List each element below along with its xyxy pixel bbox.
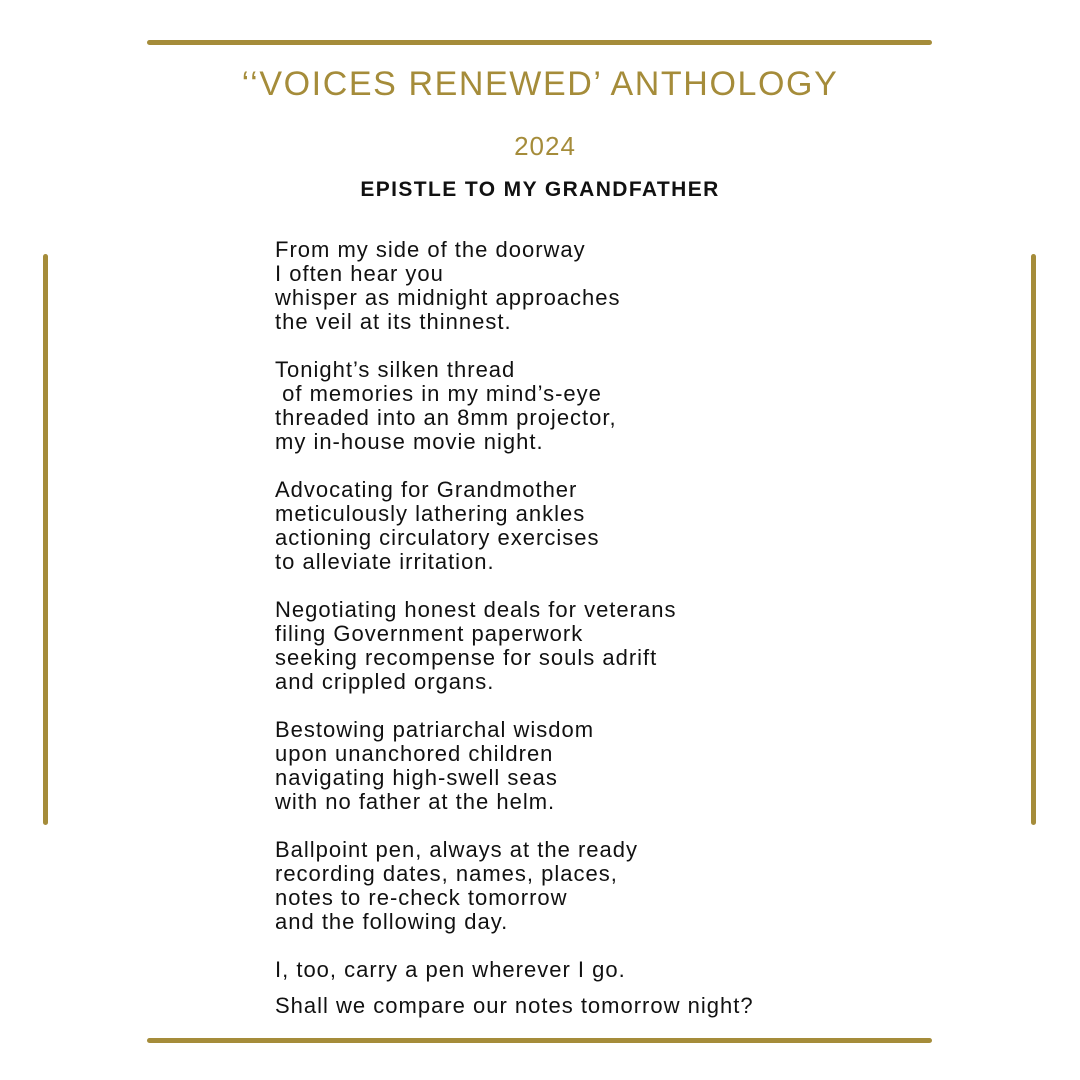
poem-line: meticulously lathering ankles bbox=[275, 501, 586, 526]
poem-line: Ballpoint pen, always at the ready bbox=[275, 837, 638, 862]
poem-line: the veil at its thinnest. bbox=[275, 309, 512, 334]
right-divider bbox=[1031, 254, 1036, 825]
poem-line: and the following day. bbox=[275, 909, 509, 934]
stanza-6 bbox=[275, 838, 1015, 934]
poem-title: EPISTLE TO MY GRANDFATHER bbox=[360, 178, 720, 201]
stanza-2 bbox=[275, 358, 1015, 454]
poem-line: recording dates, names, places, bbox=[275, 861, 618, 886]
poem-line: seeking recompense for souls adrift bbox=[275, 645, 658, 670]
left-divider bbox=[43, 254, 48, 825]
anthology-year: 2024 bbox=[514, 131, 576, 161]
poem-line: my in-house movie night. bbox=[275, 429, 544, 454]
closing-line: I, too, carry a pen wherever I go. bbox=[275, 957, 626, 982]
poem-line: I often hear you bbox=[275, 261, 444, 286]
poem-line: filing Government paperwork bbox=[275, 621, 584, 646]
top-divider bbox=[147, 40, 932, 45]
closing-line: Shall we compare our notes tomorrow night? bbox=[275, 993, 754, 1018]
bottom-divider bbox=[147, 1038, 932, 1043]
poem-line: From my side of the doorway bbox=[275, 237, 586, 262]
poem-line: to alleviate irritation. bbox=[275, 549, 495, 574]
poem-line: Tonight’s silken thread bbox=[275, 357, 516, 382]
anthology-title: ‘‘VOICES RENEWED’ ANTHOLOGY bbox=[241, 65, 839, 103]
poem-body bbox=[275, 238, 1015, 1018]
poem-line: threaded into an 8mm projector, bbox=[275, 405, 617, 430]
poem-line: and crippled organs. bbox=[275, 669, 495, 694]
poem-line: whisper as midnight approaches bbox=[275, 285, 621, 310]
poem-line: notes to re-check tomorrow bbox=[275, 885, 568, 910]
poem-line: with no father at the helm. bbox=[275, 789, 556, 814]
poem-line: Bestowing patriarchal wisdom bbox=[275, 717, 595, 742]
poem-line: navigating high-swell seas bbox=[275, 765, 558, 790]
poem-line: upon unanchored children bbox=[275, 741, 554, 766]
stanza-1 bbox=[275, 238, 1015, 334]
poem-line: of memories in my mind’s-eye bbox=[275, 381, 602, 406]
poem-line: Advocating for Grandmother bbox=[275, 477, 578, 502]
stanza-4 bbox=[275, 598, 1015, 694]
poem-line: actioning circulatory exercises bbox=[275, 525, 600, 550]
stanza-5 bbox=[275, 718, 1015, 814]
stanza-3 bbox=[275, 478, 1015, 574]
poem-line: Negotiating honest deals for veterans bbox=[275, 597, 677, 622]
